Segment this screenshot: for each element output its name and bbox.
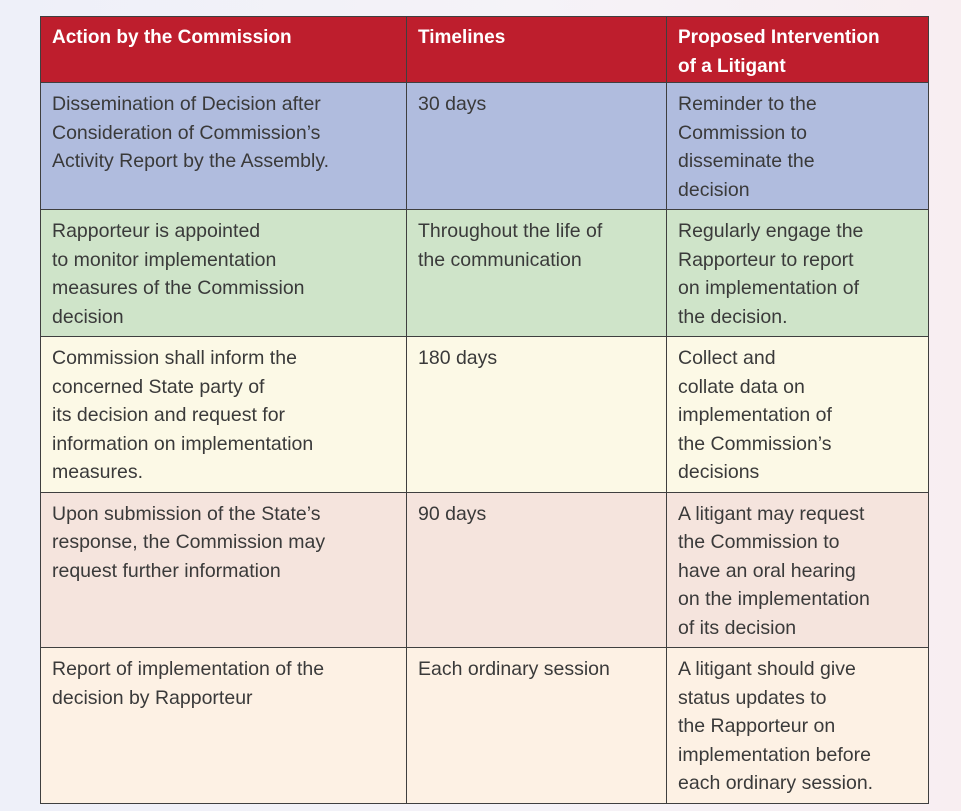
table-row [41,648,929,804]
cell-intervention: A litigant should give status updates to the Rapporteur on implementation before each ordinary session. [667,648,929,804]
table-body [41,83,929,804]
cell-action: Commission shall inform the concerned State party of its decision and request for information on implementation measures. [41,337,407,493]
header-intervention: Proposed Intervention of a Litigant [667,17,929,83]
cell-intervention: Collect and collate data on implementation of the Commission’s decisions [667,337,929,493]
cell-action: Dissemination of Decision after Consideration of Commission’s Activity Report by the Assembly. [41,83,407,210]
header-row [41,17,929,83]
cell-intervention: Regularly engage the Rapporteur to report on implementation of the decision. [667,210,929,337]
cell-timeline: 90 days [407,492,667,648]
cell-timeline: Throughout the life of the communication [407,210,667,337]
header-action: Action by the Commission [41,17,407,83]
cell-action: Upon submission of the State’s response, the Commission may request further information [41,492,407,648]
cell-intervention: A litigant may request the Commission to have an oral hearing on the implementation of its decision [667,492,929,648]
cell-timeline: 30 days [407,83,667,210]
table-row [41,337,929,493]
table-header [41,17,929,83]
cell-intervention: Reminder to the Commission to disseminate the decision [667,83,929,210]
table-row [41,83,929,210]
cell-action: Rapporteur is appointed to monitor implementation measures of the Commission decision [41,210,407,337]
cell-timeline: 180 days [407,337,667,493]
header-timelines: Timelines [407,17,667,83]
cell-timeline: Each ordinary session [407,648,667,804]
cell-action: Report of implementation of the decision by Rapporteur [41,648,407,804]
implementation-timeline-table [40,16,929,804]
table-row [41,210,929,337]
table-row [41,492,929,648]
